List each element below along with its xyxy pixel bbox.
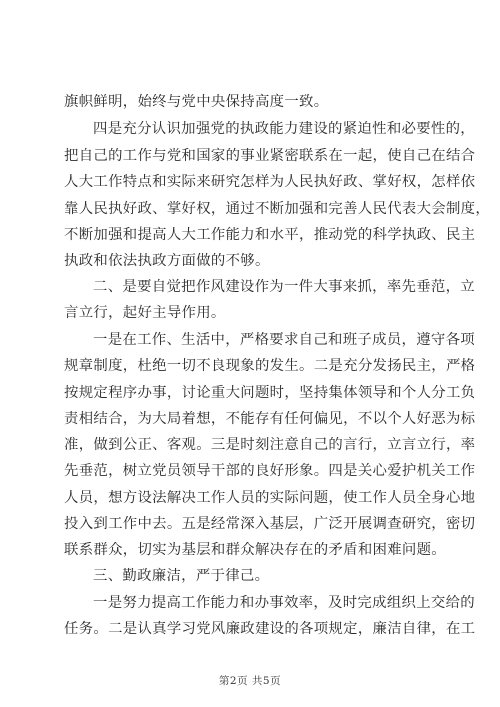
text-line: 先垂范，树立党员领导干部的良好形象。四是关心爱护机关工作 xyxy=(64,463,476,479)
text-line: 一是努力提高工作能力和办事效率，及时完成组织上交给的 xyxy=(93,595,475,611)
text-line: 旗帜鲜明，始终与党中央保持高度一致。 xyxy=(64,94,329,110)
text-line: 人大工作特点和实际来研究怎样为人民执好政、掌好权，怎样依 xyxy=(64,174,476,190)
text-line: 不断加强和提高人大工作能力和水平，推动党的科学执政、民主 xyxy=(64,227,476,243)
text-line: 四是充分认识加强党的执政能力建设的紧迫性和必要性的， xyxy=(93,121,475,137)
text-line: 准，做到公正、客观。三是时刻注意自己的言行，立言立行，率 xyxy=(64,437,476,453)
text-line: 一是在工作、生活中，严格要求自己和班子成员，遵守各项 xyxy=(93,332,475,348)
text-line: 把自己的工作与党和国家的事业紧密联系在一起，使自己在结合 xyxy=(64,148,476,164)
text-line: 靠人民执好政、掌好权，通过不断加强和完善人民代表大会制度， xyxy=(64,201,491,217)
text-line: 按规定程序办事，讨论重大问题时，坚持集体领导和个人分工负 xyxy=(64,385,476,401)
text-line: 联系群众，切实为基层和群众解决存在的矛盾和困难问题。 xyxy=(64,542,446,558)
text-line: 规章制度，杜绝一切不良现象的发生。二是充分发扬民主，严格 xyxy=(64,358,476,374)
text-line: 三、勤政廉洁，严于律己。 xyxy=(93,568,270,584)
text-line: 任务。二是认真学习党风廉政建设的各项规定，廉洁自律，在工 xyxy=(64,621,476,637)
text-line: 执政和依法执政方面做的不够。 xyxy=(64,253,270,269)
text-line: 投入到工作中去。五是经常深入基层，广泛开展调查研究，密切 xyxy=(64,516,476,532)
text-line: 人员，想方设法解决工作人员的实际问题，使工作人员全身心地 xyxy=(64,490,476,506)
text-line: 言立行，起好主导作用。 xyxy=(64,305,226,321)
text-line: 二、是要自觉把作风建设作为一件大事来抓，率先垂范，立 xyxy=(93,279,475,295)
page-number: 第2页 共5页 xyxy=(218,675,282,687)
text-line: 责相结合，为大局着想，不能存有任何偏见，不以个人好恶为标 xyxy=(64,411,476,427)
